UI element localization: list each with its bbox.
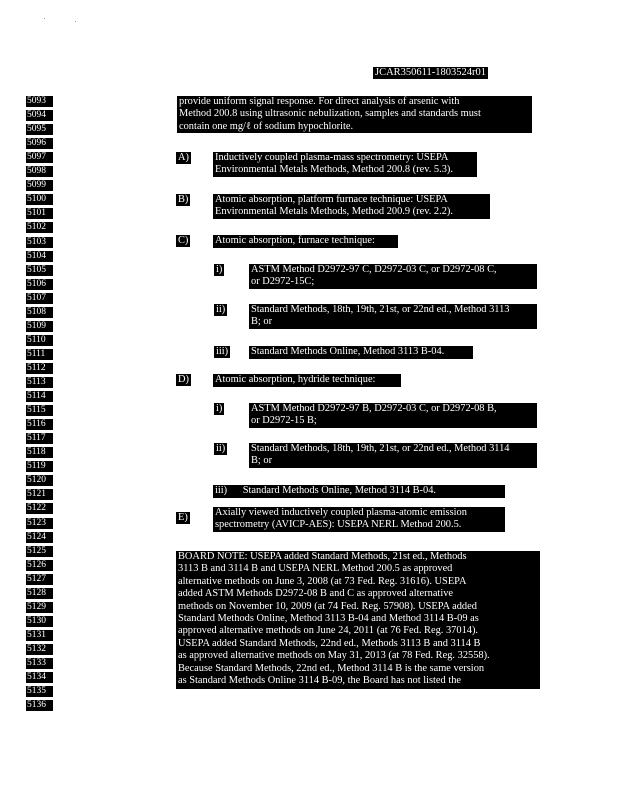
line-number: 5123 [26, 518, 53, 529]
line-number: 5093 [26, 96, 53, 107]
intro-line: Method 200.8 using ultrasonic nebulization, samples and standards must [179, 108, 481, 120]
item-label-d-iii: iii) [215, 485, 228, 496]
board-note-line: as Standard Methods Online 3114 B-09, the Board has not listed the [178, 674, 462, 686]
line-number: 5107 [26, 293, 53, 304]
item-line: Atomic absorption, furnace technique: [215, 235, 375, 246]
item-label-c-iii: iii) [216, 346, 229, 357]
line-number: 5112 [26, 363, 53, 374]
line-number: 5135 [26, 686, 53, 697]
intro-line: contain one mg/ℓ of sodium hypochlorite. [179, 120, 354, 132]
line-number: 5118 [26, 447, 53, 458]
line-number: 5136 [26, 700, 53, 711]
line-number: 5113 [26, 377, 53, 388]
line-number: 5096 [26, 138, 53, 149]
item-line [215, 485, 503, 497]
board-note [176, 551, 540, 689]
item-line-text: Standard Methods Online, Method 3114 B-04. [242, 485, 436, 496]
item-label-b: B) [178, 194, 189, 205]
item-line: or D2972-15 B; [251, 415, 317, 427]
item-c-iii-text [249, 346, 473, 359]
intro-line: provide uniform signal response. For direct analysis of arsenic with [179, 96, 460, 107]
line-number: 5097 [26, 152, 53, 163]
item-d-ii-text [249, 443, 537, 468]
board-note-line: as approved alternative methods on May 31, 2013 (at 78 Fed. Reg. 32558). [178, 650, 490, 662]
board-note-line: BOARD NOTE: USEPA added Standard Methods, 21st ed., Methods [178, 551, 467, 562]
item-line: Standard Methods, 18th, 19th, 21st, or 22nd ed., Method 3113 [251, 304, 510, 315]
item-line: ASTM Method D2972-97 B, D2972-03 C, or D2972-08 B, [251, 403, 497, 414]
item-line: Atomic absorption, hydride technique: [215, 374, 376, 385]
line-number: 5120 [26, 475, 53, 486]
line-number: 5095 [26, 124, 53, 135]
line-number: 5103 [26, 237, 53, 248]
line-number: 5098 [26, 166, 53, 177]
item-d-i-text [249, 403, 537, 428]
item-label-e: E) [178, 512, 188, 523]
item-c-i-text [249, 264, 537, 289]
line-number: 5116 [26, 419, 53, 430]
item-b-text [213, 194, 490, 219]
line-number: 5131 [26, 630, 53, 641]
line-number: 5105 [26, 265, 53, 276]
line-number: 5126 [26, 560, 53, 571]
board-note-line: Standard Methods Online, Method 3113 B-04 and Method 3114 B-09 as [178, 612, 479, 624]
line-number: 5133 [26, 658, 53, 669]
item-label-d-ii: ii) [216, 443, 226, 454]
scan-speck [44, 18, 45, 19]
line-number: 5114 [26, 391, 53, 402]
item-e-text [213, 507, 505, 532]
line-number: 5134 [26, 672, 53, 683]
line-number: 5122 [26, 503, 53, 514]
item-line: Environmental Metals Methods, Method 200.9 (rev. 2.2). [215, 206, 453, 218]
board-note-line: Because Standard Methods, 22nd ed., Method 3114 B is the same version [178, 662, 485, 674]
item-line: Environmental Metals Methods, Method 200.8 (rev. 5.3). [215, 164, 453, 176]
item-d-iii-text [213, 485, 505, 498]
line-number: 5130 [26, 616, 53, 627]
item-line: Standard Methods Online, Method 3113 B-04. [251, 346, 445, 357]
item-label-d: D) [178, 374, 189, 385]
item-line: Axially viewed inductively coupled plasma-atomic emission [215, 507, 467, 518]
line-number: 5132 [26, 644, 53, 655]
item-line: ASTM Method D2972-97 C, D2972-03 C, or D2972-08 C, [251, 264, 497, 275]
line-number: 5100 [26, 194, 53, 205]
line-number: 5104 [26, 251, 53, 262]
line-number: 5108 [26, 307, 53, 318]
item-label-c: C) [178, 235, 189, 246]
item-line: B; or [251, 455, 273, 467]
line-number: 5110 [26, 335, 53, 346]
line-number: 5128 [26, 588, 53, 599]
line-number: 5119 [26, 461, 53, 472]
item-a-text [213, 152, 477, 177]
line-number: 5129 [26, 602, 53, 613]
document-id: JCAR350611-1803524r01 [375, 67, 487, 78]
line-number: 5121 [26, 489, 53, 500]
item-line: or D2972-15C; [251, 276, 315, 288]
line-number: 5124 [26, 532, 53, 543]
line-number: 5106 [26, 279, 53, 290]
line-number: 5115 [26, 405, 53, 416]
line-number: 5117 [26, 433, 53, 444]
item-label-c-ii: ii) [216, 304, 226, 315]
item-line: B; or [251, 316, 273, 328]
item-d-text [213, 374, 401, 387]
line-number: 5127 [26, 574, 53, 585]
item-label-a: A) [178, 152, 189, 163]
line-number: 5099 [26, 180, 53, 191]
line-number: 5101 [26, 208, 53, 219]
item-line: Atomic absorption, platform furnace technique: USEPA [215, 194, 448, 205]
board-note-line: methods on November 10, 2009 (at 74 Fed. Reg. 57908). USEPA added [178, 600, 477, 612]
line-number: 5109 [26, 321, 53, 332]
item-label-c-i: i) [216, 264, 223, 275]
item-line: Standard Methods, 18th, 19th, 21st, or 22nd ed., Method 3114 [251, 443, 510, 454]
board-note-line: approved alternative methods on June 24, 2011 (at 76 Fed. Reg. 37014). [178, 625, 479, 637]
board-note-line: added ASTM Methods D2972-08 B and C as approved alternative [178, 588, 454, 600]
item-line: spectrometry (AVICP-AES): USEPA NERL Method 200.5. [215, 519, 462, 531]
line-number: 5094 [26, 110, 53, 121]
board-note-line: 3113 B and 3114 B and USEPA NERL Method 200.5 as approved [178, 563, 453, 575]
line-number: 5111 [26, 349, 53, 360]
item-c-text [213, 235, 398, 248]
board-note-line: alternative methods on June 3, 2008 (at 73 Fed. Reg. 31616). USEPA [178, 575, 467, 587]
item-label-d-i: i) [216, 403, 223, 414]
board-note-line: USEPA added Standard Methods, 22nd ed., Methods 3113 B and 3114 B [178, 637, 481, 649]
scan-speck [75, 21, 76, 22]
line-number: 5125 [26, 546, 53, 557]
item-c-ii-text [249, 304, 537, 329]
item-line: Inductively coupled plasma-mass spectrometry: USEPA [215, 152, 449, 163]
line-number: 5102 [26, 222, 53, 233]
intro-paragraph [177, 96, 532, 133]
